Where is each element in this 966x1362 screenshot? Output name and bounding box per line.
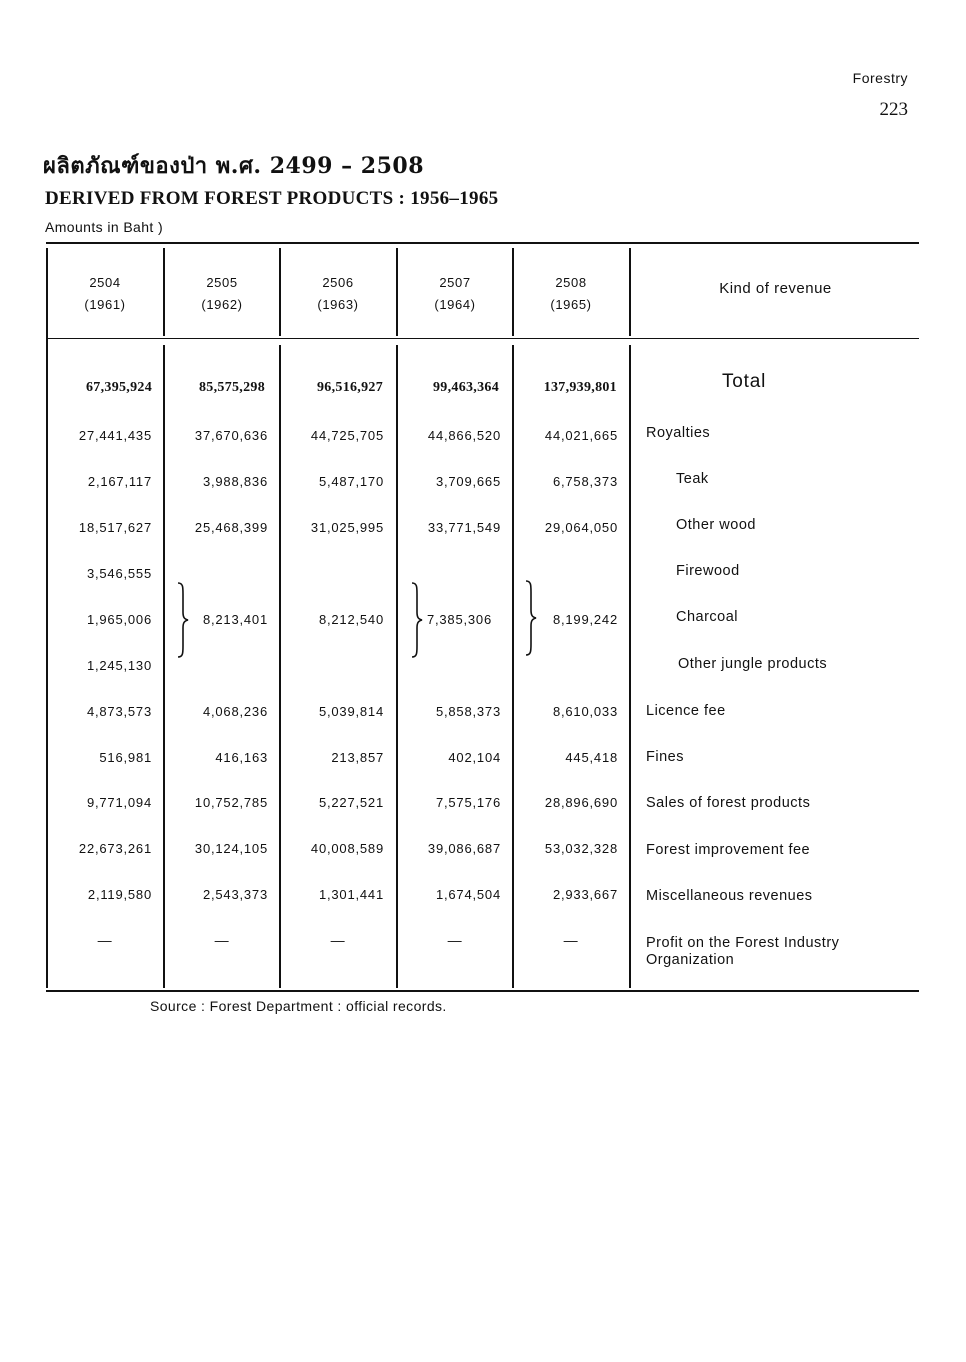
- royalties-2506: 44,725,705: [310, 428, 384, 443]
- other-jungle-2504: 1,245,130: [86, 658, 152, 673]
- profit-label: Profit on the Forest Industry Organization: [646, 935, 840, 968]
- year-be: 2508: [555, 275, 587, 290]
- profit-2508: —: [563, 932, 579, 948]
- licence-fee-2506: 5,039,814: [318, 704, 384, 719]
- col-rule: [629, 248, 631, 336]
- english-title: DERIVED FROM FOREST PRODUCTS : 1956–1965: [45, 188, 499, 209]
- licence-fee-2504: 4,873,573: [86, 704, 152, 719]
- licence-fee-label: Licence fee: [646, 703, 726, 719]
- fines-2505: 416,163: [215, 750, 268, 765]
- other-wood-2507: 33,771,549: [427, 520, 501, 535]
- misc-label: Miscellaneous revenues: [646, 888, 813, 904]
- firewood-label: Firewood: [676, 563, 740, 579]
- charcoal-2504: 1,965,006: [86, 612, 152, 627]
- other-wood-2508: 29,064,050: [544, 520, 618, 535]
- other-wood-2506: 31,025,995: [310, 520, 384, 535]
- profit-2507: —: [447, 932, 463, 948]
- combined-2508: 8,199,242: [552, 612, 618, 627]
- year-header-2505: [165, 272, 279, 316]
- licence-fee-2507: 5,858,373: [435, 704, 501, 719]
- firewood-2504: 3,546,555: [86, 566, 152, 581]
- table-top-rule: [46, 242, 919, 244]
- misc-2507: 1,674,504: [435, 887, 501, 902]
- fines-2506: 213,857: [331, 750, 384, 765]
- royalties-2508: 44,021,665: [544, 428, 618, 443]
- misc-2508: 2,933,667: [552, 887, 618, 902]
- royalties-2507: 44,866,520: [427, 428, 501, 443]
- improvement-fee-2506: 40,008,589: [310, 841, 384, 856]
- sales-2508: 28,896,690: [544, 795, 618, 810]
- fines-2504: 516,981: [99, 750, 152, 765]
- sales-2505: 10,752,785: [194, 795, 268, 810]
- thai-title: ผลิตภัณฑ์ของป่า พ.ศ. 2499 – 2508: [43, 153, 425, 179]
- licence-fee-2505: 4,068,236: [202, 704, 268, 719]
- improvement-fee-2508: 53,032,328: [544, 841, 618, 856]
- sales-2504: 9,771,094: [86, 795, 152, 810]
- year-be: 2505: [206, 275, 238, 290]
- revenue-table: [46, 242, 919, 993]
- charcoal-label: Charcoal: [676, 609, 739, 625]
- teak-2505: 3,988,836: [202, 474, 268, 489]
- combined-2507: 7,385,306: [426, 612, 492, 627]
- profit-2505: —: [214, 932, 230, 948]
- col-rule: [629, 345, 631, 988]
- other-jungle-label: Other jungle products: [678, 656, 828, 672]
- other-wood-2505: 25,468,399: [194, 520, 268, 535]
- teak-2506: 5,487,170: [318, 474, 384, 489]
- improvement-fee-2507: 39,086,687: [427, 841, 501, 856]
- year-be: 2506: [322, 275, 354, 290]
- year-header-2507: [398, 272, 512, 316]
- royalties-2505: 37,670,636: [194, 428, 268, 443]
- profit-2504: —: [97, 932, 113, 948]
- total-2508: 137,939,801: [543, 380, 617, 395]
- year-ce: (1962): [201, 297, 243, 312]
- table-bottom-rule: [46, 990, 919, 992]
- kind-of-revenue-header: Kind of revenue: [719, 280, 832, 297]
- year-be: 2504: [89, 275, 121, 290]
- other-wood-label: Other wood: [676, 517, 756, 533]
- total-2505: 85,575,298: [199, 380, 265, 395]
- year-header-2508: [514, 272, 628, 316]
- total-2507: 99,463,364: [433, 380, 499, 395]
- sales-label: Sales of forest products: [646, 795, 811, 811]
- improvement-fee-label: Forest improvement fee: [646, 842, 811, 858]
- combined-2506: 8,212,540: [318, 612, 384, 627]
- fines-2507: 402,104: [448, 750, 501, 765]
- fines-label: Fines: [646, 749, 684, 765]
- teak-2507: 3,709,665: [435, 474, 501, 489]
- page-number: 223: [879, 99, 908, 120]
- misc-2506: 1,301,441: [318, 887, 384, 902]
- improvement-fee-2504: 22,673,261: [78, 841, 152, 856]
- year-header-2504: [48, 272, 162, 316]
- misc-2504: 2,119,580: [87, 887, 152, 902]
- section-name: Forestry: [852, 70, 908, 86]
- year-ce: (1965): [550, 297, 592, 312]
- sales-2506: 5,227,521: [318, 795, 384, 810]
- year-ce: (1963): [317, 297, 359, 312]
- year-ce: (1964): [434, 297, 476, 312]
- teak-label: Teak: [676, 471, 709, 487]
- source-note: Source : Forest Department : official records.: [150, 998, 447, 1014]
- teak-2508: 6,758,373: [552, 474, 618, 489]
- total-2504: 67,395,924: [86, 380, 152, 395]
- licence-fee-2508: 8,610,033: [552, 704, 618, 719]
- profit-2506: —: [330, 932, 346, 948]
- royalties-2504: 27,441,435: [78, 428, 152, 443]
- year-be: 2507: [439, 275, 471, 290]
- total-2506: 96,516,927: [317, 380, 383, 395]
- units-note: Amounts in Baht ): [45, 219, 164, 235]
- combined-2505: 8,213,401: [202, 612, 268, 627]
- fines-2508: 445,418: [565, 750, 618, 765]
- misc-2505: 2,543,373: [202, 887, 268, 902]
- year-ce: (1961): [84, 297, 126, 312]
- header-bottom-rule: [46, 338, 919, 339]
- teak-2504: 2,167,117: [87, 474, 152, 489]
- other-wood-2504: 18,517,627: [78, 520, 152, 535]
- year-header-2506: [281, 272, 395, 316]
- total-label: Total: [722, 371, 767, 392]
- improvement-fee-2505: 30,124,105: [194, 841, 268, 856]
- sales-2507: 7,575,176: [435, 795, 501, 810]
- royalties-label: Royalties: [646, 425, 711, 441]
